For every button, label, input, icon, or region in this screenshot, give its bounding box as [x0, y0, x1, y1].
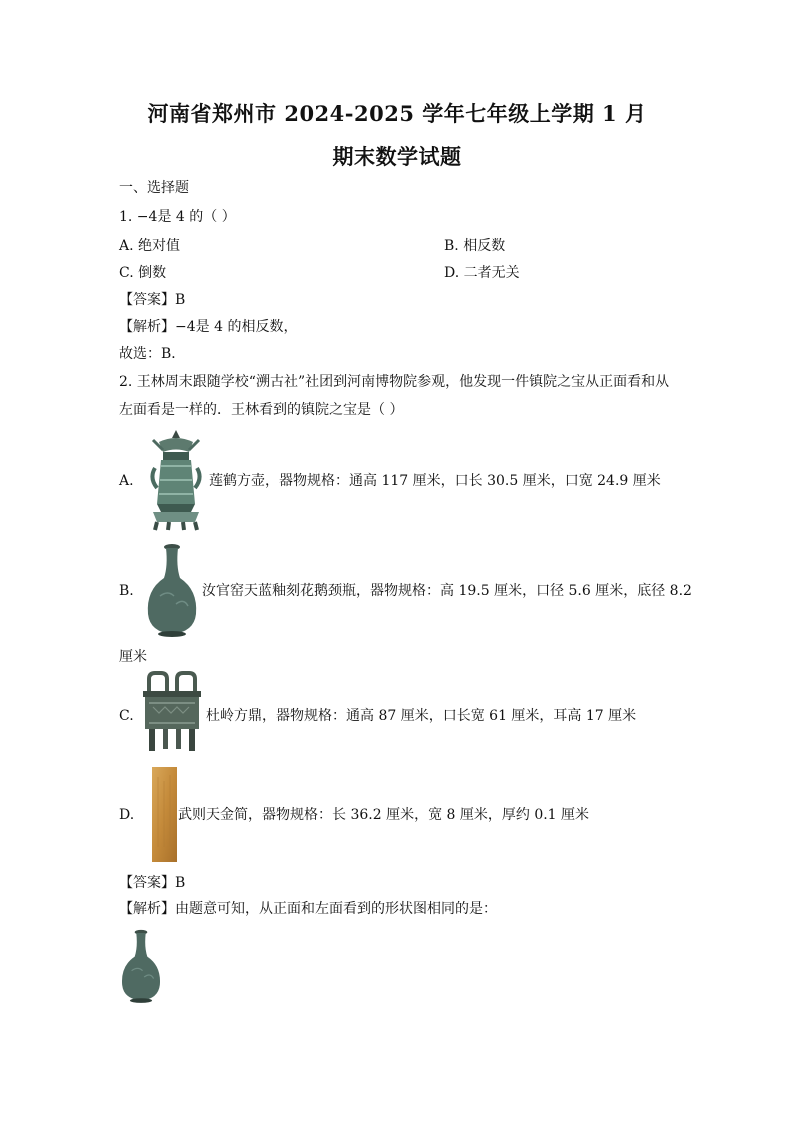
q2-analysis: 【解析】由题意可知，从正面和左面看到的形状图相同的是： — [119, 901, 497, 917]
goose-neck-vase-icon — [144, 542, 200, 638]
lotus-crane-square-pot-icon — [147, 428, 205, 532]
q2-option-a-label: A. — [119, 473, 134, 489]
question-1-stem: 1. −4是 4 的（ ） — [119, 209, 236, 225]
q2-option-b-label: B. — [119, 583, 134, 599]
gold-slip-icon — [152, 767, 177, 862]
q1-analysis: 【解析】−4是 4 的相反数， — [119, 319, 298, 335]
q1-option-c: C. 倒数 — [119, 265, 167, 281]
q1-conclusion: 故选：B． — [119, 346, 186, 362]
q2-option-c-label: C. — [119, 708, 134, 724]
square-ding-cauldron-icon — [139, 671, 205, 753]
question-2-stem-line1: 2. 王林周末跟随学校“溯古社”社团到河南博物院参观，他发现一件镇院之宝从正面看和从 — [119, 374, 670, 390]
goose-neck-vase-icon — [119, 923, 163, 1009]
q2-option-c-desc: 杜岭方鼎，器物规格：通高 87 厘米，口长宽 61 厘米，耳高 17 厘米 — [206, 708, 637, 724]
page-subtitle: 期末数学试题 — [332, 144, 462, 169]
page-title: 河南省郑州市 2024-2025 学年七年级上学期 1 月 — [147, 101, 647, 126]
q2-option-a-desc: 莲鹤方壶，器物规格：通高 117 厘米，口长 30.5 厘米，口宽 24.9 厘米 — [209, 473, 661, 489]
q2-option-b-desc: 汝官窑天蓝釉刻花鹅颈瓶，器物规格：高 19.5 厘米，口径 5.6 厘米，底径 8.2 — [202, 583, 692, 599]
question-2-stem-line2: 左面看是一样的．王林看到的镇院之宝是（ ） — [119, 402, 404, 418]
q2-option-d-label: D. — [119, 807, 135, 823]
q1-answer: 【答案】B — [119, 292, 186, 308]
q1-option-d: D. 二者无关 — [444, 265, 520, 281]
q1-option-a: A. 绝对值 — [119, 238, 181, 254]
q1-option-b: B. 相反数 — [444, 238, 506, 254]
section-heading: 一、选择题 — [119, 180, 189, 196]
q2-answer: 【答案】B — [119, 875, 186, 891]
q2-option-b-desc-cont: 厘米 — [119, 649, 147, 665]
q2-option-d-desc: 武则天金简，器物规格：长 36.2 厘米，宽 8 厘米，厚约 0.1 厘米 — [178, 807, 590, 823]
